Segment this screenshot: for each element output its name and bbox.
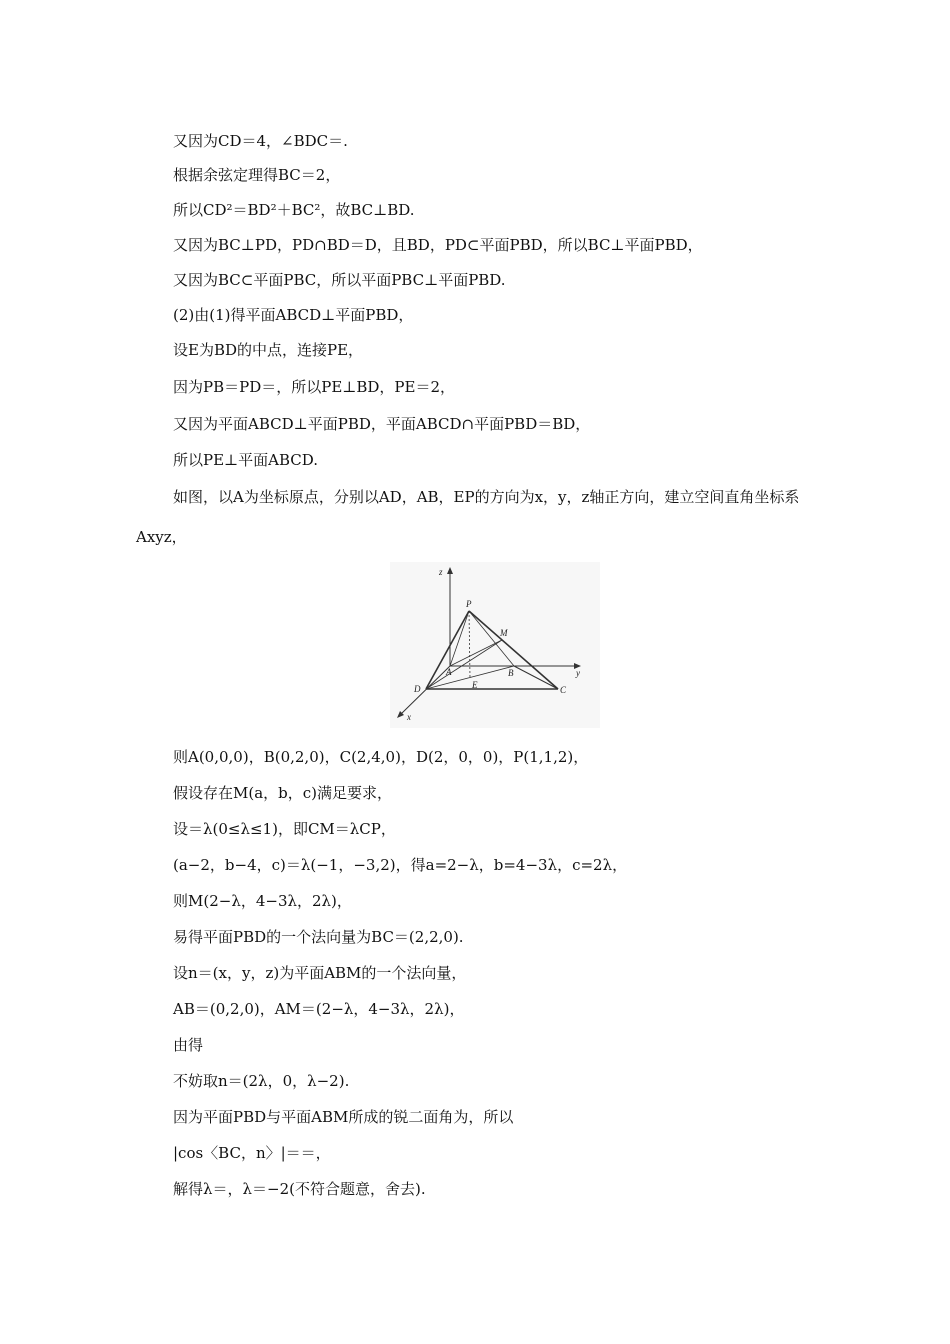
label-z: z <box>439 567 443 577</box>
text-line-7: 设E为BD的中点，连接PE， <box>173 341 364 359</box>
label-A: A <box>446 667 452 677</box>
text-line-14: 假设存在M(a，b，c)满足要求， <box>173 784 393 802</box>
label-C: C <box>560 685 567 695</box>
text-line-24: |cos〈BC，n〉|＝＝， <box>173 1144 331 1162</box>
label-M: M <box>500 628 508 638</box>
label-B: B <box>508 668 514 678</box>
text-line-13: 则A(0,0,0)，B(0,2,0)，C(2,4,0)，D(2，0，0)，P(1,1,2)， <box>173 748 589 766</box>
text-line-1: 又因为CD＝4，∠BDC＝. <box>173 132 348 150</box>
text-line-2: 根据余弦定理得BC＝2， <box>173 166 341 184</box>
label-P: P <box>466 599 472 609</box>
text-line-4: 又因为BC⊥PD，PD∩BD＝D，且BD，PD⊂平面PBD，所以BC⊥平面PBD， <box>173 236 703 254</box>
text-line-25: 解得λ＝，λ＝−2(不符合题意，舍去). <box>173 1180 426 1198</box>
text-line-22: 不妨取n＝(2λ，0，λ−2). <box>173 1072 350 1090</box>
text-line-20: AB＝(0,2,0)，AM＝(2−λ，4−3λ，2λ)， <box>173 1000 465 1018</box>
label-E: E <box>472 680 478 690</box>
text-line-21: 由得 <box>173 1036 204 1054</box>
label-x: x <box>407 712 411 722</box>
text-line-5: 又因为BC⊂平面PBC，所以平面PBC⊥平面PBD. <box>173 271 506 289</box>
coordinate-figure <box>390 562 600 728</box>
text-line-10: 所以PE⊥平面ABCD. <box>173 451 319 469</box>
text-line-23: 因为平面PBD与平面ABM所成的锐二面角为，所以 <box>173 1108 514 1126</box>
text-line-3: 所以CD²＝BD²＋BC²，故BC⊥BD. <box>173 201 415 219</box>
text-line-15: 设＝λ(0≤λ≤1)，即CM＝λCP， <box>173 820 396 838</box>
text-line-17: 则M(2−λ，4−3λ，2λ)， <box>173 892 352 910</box>
figure-background <box>390 562 600 728</box>
text-line-12: Axyz， <box>136 528 187 546</box>
text-line-6: (2)由(1)得平面ABCD⊥平面PBD， <box>173 306 414 324</box>
text-line-11: 如图，以A为坐标原点，分别以AD，AB，EP的方向为x，y，z轴正方向，建立空间直角坐标系 <box>173 488 800 506</box>
pyramid-diagram <box>390 562 600 728</box>
label-D: D <box>414 684 421 694</box>
text-line-18: 易得平面PBD的一个法向量为BC＝(2,2,0). <box>173 928 464 946</box>
text-line-19: 设n＝(x，y，z)为平面ABM的一个法向量， <box>173 964 467 982</box>
label-y: y <box>576 668 580 678</box>
text-line-8: 因为PB＝PD＝，所以PE⊥BD，PE＝2， <box>173 378 456 396</box>
text-line-16: (a−2，b−4，c)＝λ(−1，−3,2)，得a=2−λ，b=4−3λ，c=2λ， <box>173 856 628 874</box>
text-line-9: 又因为平面ABCD⊥平面PBD，平面ABCD∩平面PBD＝BD， <box>173 415 591 433</box>
